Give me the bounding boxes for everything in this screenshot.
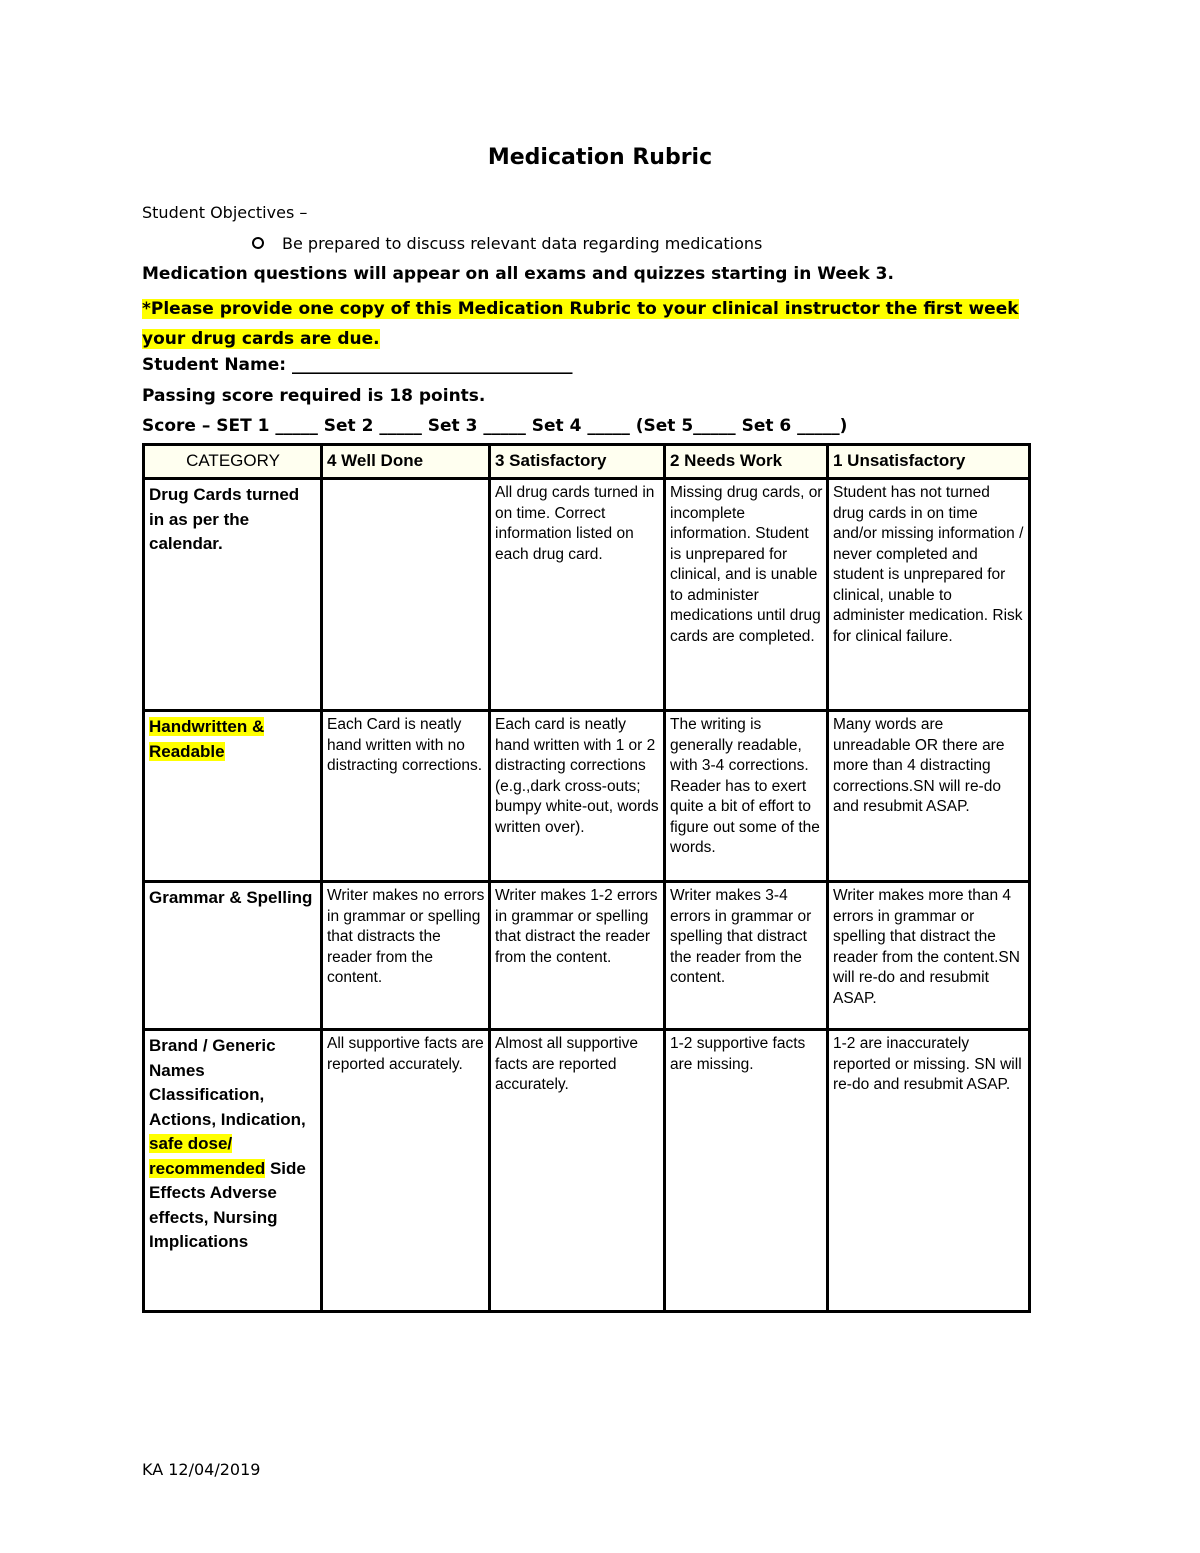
header-well-done: 4 Well Done xyxy=(322,445,490,479)
category-handwritten xyxy=(144,711,322,882)
category-brand-generic xyxy=(144,1030,322,1312)
cell-unsatisfactory: Many words are unreadable OR there are more than 4 distracting corrections.SN will re-do and resubmit ASAP. xyxy=(828,711,1030,882)
score-line: Score – SET 1 _____ Set 2 _____ Set 3 _____ Set 4 _____ (Set 5_____ Set 6 _____) xyxy=(142,416,848,436)
objectives-label: Student Objectives – xyxy=(142,203,308,222)
category-grammar: Grammar & Spelling xyxy=(144,882,322,1030)
table-header-row xyxy=(144,445,1030,479)
student-name-line: Student Name: _________________________________ xyxy=(142,355,573,375)
category-side-effects-text: Side Effects Adverse effects, Nursing Implications xyxy=(149,1158,306,1251)
header-unsatisfactory: 1 Unsatisfactory xyxy=(828,445,1030,479)
header-needs-work: 2 Needs Work xyxy=(665,445,828,479)
category-drug-cards: Drug Cards turned in as per the calendar. xyxy=(144,479,322,711)
cell-well-done xyxy=(322,479,490,711)
category-safe-dose-highlight: safe dose/ recommended xyxy=(149,1134,266,1178)
table-row xyxy=(144,882,1030,1030)
category-handwritten-text: Handwritten & Readable xyxy=(149,717,265,761)
exam-note: Medication questions will appear on all exams and quizzes starting in Week 3. xyxy=(142,264,894,284)
instructor-note xyxy=(142,294,1062,354)
page-title: Medication Rubric xyxy=(487,145,713,170)
table-row xyxy=(144,479,1030,711)
cell-needs-work: Missing drug cards, or incomplete information. Student is unprepared for clinical, and is unable to administer medications until drug cards are completed. xyxy=(665,479,828,711)
objective-item xyxy=(252,234,762,253)
header-satisfactory: 3 Satisfactory xyxy=(490,445,665,479)
category-brand-generic-text: Brand / Generic Names Classification, Actions, Indication, xyxy=(149,1036,306,1129)
cell-unsatisfactory: Student has not turned drug cards in on time and/or missing information / never completed and student is unprepared for clinical, unable to administer medication. Risk for clinical failure. xyxy=(828,479,1030,711)
cell-satisfactory: All drug cards turned in on time. Correct information listed on each drug card. xyxy=(490,479,665,711)
cell-well-done: Writer makes no errors in grammar or spelling that distracts the reader from the content. xyxy=(322,882,490,1030)
footer-date: KA 12/04/2019 xyxy=(142,1460,261,1479)
table-row xyxy=(144,711,1030,882)
passing-score: Passing score required is 18 points. xyxy=(142,386,486,406)
instructor-note-highlight: *Please provide one copy of this Medication Rubric to your clinical instructor the first week your drug cards are due. xyxy=(142,299,1019,349)
cell-well-done: All supportive facts are reported accurately. xyxy=(322,1030,490,1312)
objective-text: Be prepared to discuss relevant data regarding medications xyxy=(282,234,763,253)
cell-satisfactory: Almost all supportive facts are reported accurately. xyxy=(490,1030,665,1312)
cell-needs-work: The writing is generally readable, with 3-4 corrections. Reader has to exert quite a bit of effort to figure out some of the words. xyxy=(665,711,828,882)
cell-satisfactory: Writer makes 1-2 errors in grammar or spelling that distract the reader from the content. xyxy=(490,882,665,1030)
hollow-bullet-icon xyxy=(252,237,264,249)
cell-unsatisfactory: Writer makes more than 4 errors in grammar or spelling that distract the reader from the content.SN will re-do and resubmit ASAP. xyxy=(828,882,1030,1030)
cell-well-done: Each Card is neatly hand written with no distracting corrections. xyxy=(322,711,490,882)
cell-satisfactory: Each card is neatly hand written with 1 or 2 distracting corrections (e.g.,dark cross-outs; bumpy white-out, words written over). xyxy=(490,711,665,882)
cell-unsatisfactory: 1-2 are inaccurately reported or missing. SN will re-do and resubmit ASAP. xyxy=(828,1030,1030,1312)
cell-needs-work: Writer makes 3-4 errors in grammar or spelling that distract the reader from the content. xyxy=(665,882,828,1030)
header-category: CATEGORY xyxy=(144,445,322,479)
table-row xyxy=(144,1030,1030,1312)
rubric-table xyxy=(142,443,1031,1313)
cell-needs-work: 1-2 supportive facts are missing. xyxy=(665,1030,828,1312)
